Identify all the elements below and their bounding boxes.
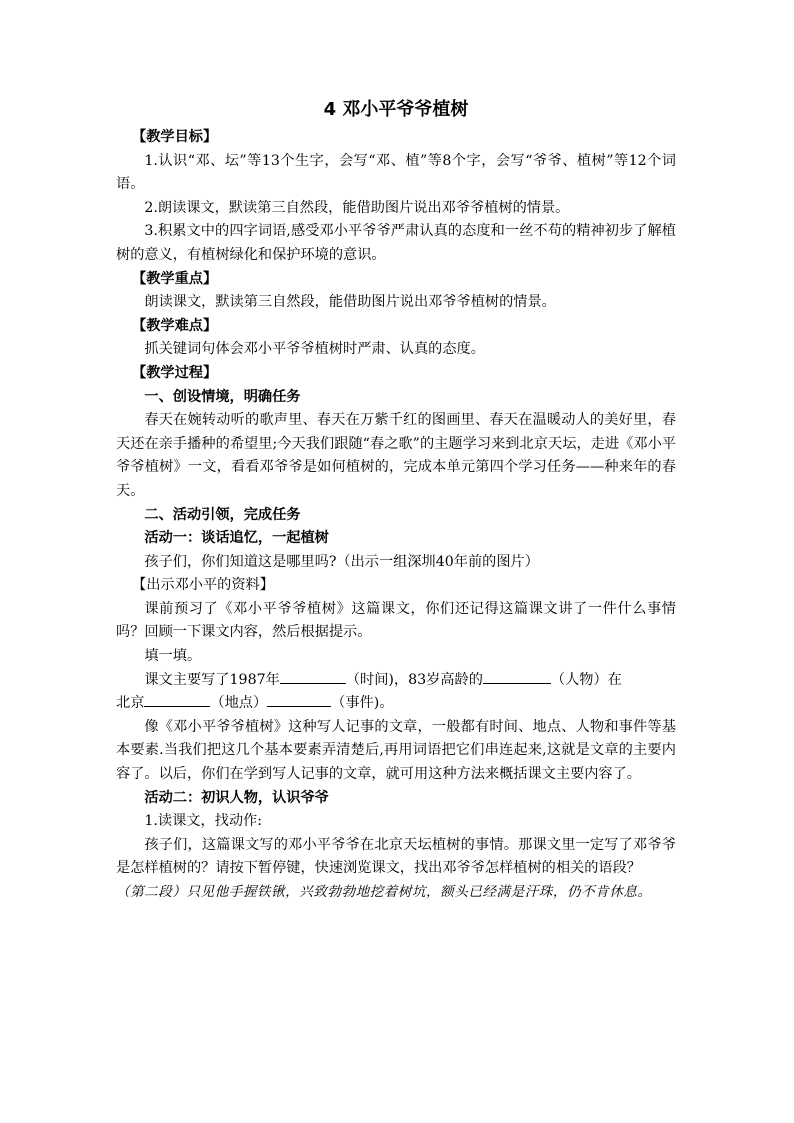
goals-heading: 【教学目标】	[132, 129, 218, 145]
key-points-heading: 【教学重点】	[132, 270, 218, 287]
difficulty-heading: 【教学难点】	[132, 317, 218, 334]
step1-label: 1.读课文，找动作:	[144, 813, 263, 830]
fill-line-2	[116, 692, 676, 716]
review-text: 课前预习了《邓小平爷爷植树》这篇课文，你们还记得这篇课文讲了一件什么事情吗？回顾一下课文内容，然后根据提示。	[116, 600, 676, 641]
fill-text-e: （地点）	[210, 695, 268, 712]
activity1-text: 孩子们，你们知道这是哪里吗?（出示一组深圳40年前的图片）	[144, 553, 539, 570]
page-title: 4 邓小平爷爷植树	[323, 99, 469, 120]
goal-3: 3.积累文中的四字词语,感受邓小平爷爷严肃认真的态度和一丝不苟的精神初步了解植树的意义，有植树绿化和保护环境的意识。	[116, 223, 676, 263]
material-note: 【出示邓小平的资料】	[132, 577, 274, 594]
activity2-heading: 活动二：初识人物，认识爷爷	[144, 789, 329, 806]
fill-text-f: （事件)。	[331, 695, 394, 712]
fill-label: 填一填。	[144, 648, 202, 665]
blank-place[interactable]	[144, 692, 210, 707]
part2-heading: 二、活动引领，完成任务	[144, 506, 301, 523]
blank-person[interactable]	[483, 669, 551, 684]
activity1-heading: 活动一：谈话追忆，一起植树	[144, 530, 329, 547]
part1-text: 春天在婉转动听的歌声里、春天在万紫千红的图画里、春天在温暖动人的美好里，春天还在亲手播种的希望里;今天我们跟随“春之歌”的主题学习来到北京天坛，走进《邓小平爷爷植树》一文，看看邓爷爷是如何植树的，完成本单元第四个学习任务——种来年的春天。	[116, 412, 676, 499]
goal-2: 2.朗读课文，默读第三自然段，能借助图片说出邓爷爷植树的情景。	[144, 199, 570, 216]
blank-event[interactable]	[267, 692, 331, 707]
fill-line-1	[116, 669, 676, 693]
blank-time[interactable]	[280, 669, 346, 684]
goal-1: 1.认识“邓、坛”等13个生字，会写“邓、植”等8个字，会写“爷爷、植树”等12个词语。	[116, 152, 676, 193]
fill-text-a: 课文主要写了1987年	[144, 671, 280, 688]
fill-text-b: （时间)，83岁高龄的	[345, 671, 483, 688]
difficulty-text: 抓关键词句体会邓小平爷爷植树时严肃、认真的态度。	[144, 341, 485, 358]
key-points-text: 朗读课文，默读第三自然段，能借助图片说出邓爷爷植树的情景。	[144, 294, 556, 311]
step1-text: 孩子们，这篇课文写的邓小平爷爷在北京天坛植树的事情。那课文里一定写了邓爷爷是怎样植树的？请按下暂停键，快速浏览课文，找出邓爷爷怎样植树的相关的语段？	[116, 836, 676, 877]
part1-heading: 一、创设情境，明确任务	[144, 388, 301, 405]
fill-text-d: 北京	[116, 695, 145, 712]
quote-paragraph-2: （第二段）只见他手握铁锹，兴致勃勃地挖着树坑，额头已经满是汗珠，仍不肯休息。	[116, 884, 652, 900]
summary-text: 像《邓小平爷爷植树》这种写人记事的文章，一般都有时间、地点、人物和事件等基本要素.当我们把这几个基本要素弄清楚后,再用词语把它们串连起来,这就是文章的主要内容了。以后，你们在学到写人记事的文章，就可用这种方法来概括课文主要内容了。	[116, 718, 676, 783]
process-heading: 【教学过程】	[132, 364, 218, 381]
fill-text-c: （人物）在	[550, 671, 622, 688]
document-page	[116, 98, 676, 905]
